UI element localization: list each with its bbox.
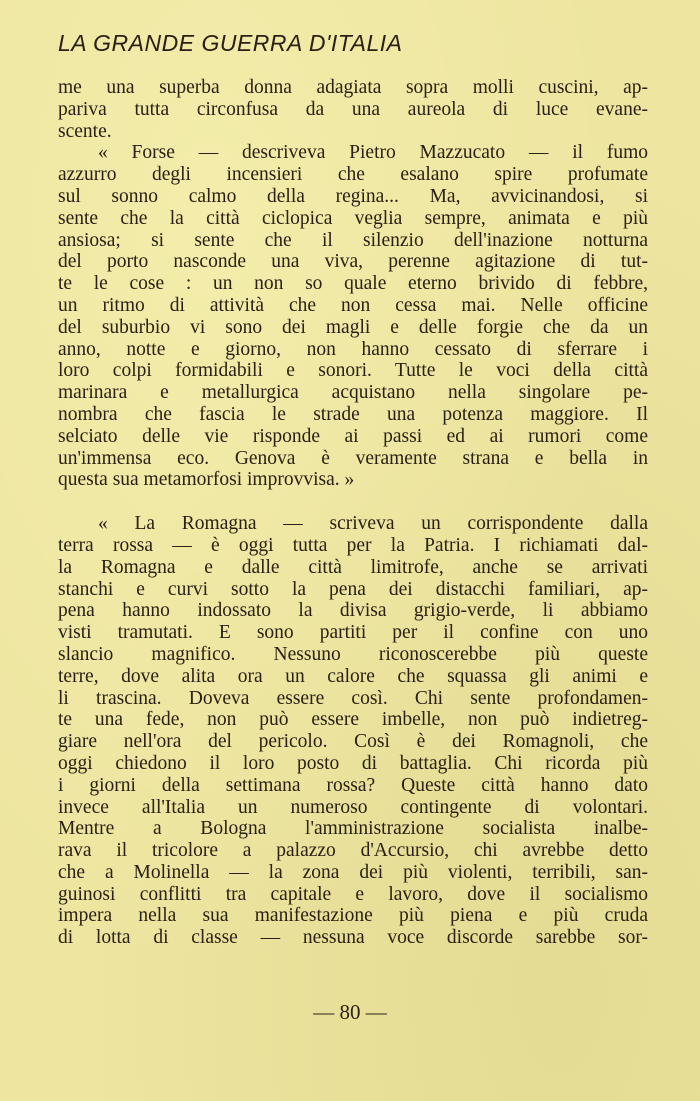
- text-line: sente che la città ciclopica veglia sempre, animata e più: [58, 207, 648, 229]
- text-line: pena hanno indossato la divisa grigio-verde, li abbiamo: [58, 600, 648, 622]
- text-line: oggi chiedono il loro posto di battaglia. Chi ricorda più: [58, 752, 648, 774]
- text-line: che a Molinella — la zona dei più violenti, terribili, san-: [58, 861, 648, 883]
- text-line: guinosi conflitti tra capitale e lavoro, dove il socialismo: [58, 883, 648, 905]
- text-line: del porto nasconde una viva, perenne agitazione di tut-: [58, 251, 648, 273]
- text-line: li trascina. Doveva essere così. Chi sente profondamen-: [58, 687, 648, 709]
- text-line: un ritmo di attività che non cessa mai. Nelle officine: [58, 294, 648, 316]
- text-line: « Forse — descriveva Pietro Mazzucato — il fumo: [98, 142, 648, 164]
- text-line: azzurro degli incensieri che esalano spire profumate: [58, 164, 648, 186]
- text-line: te le cose : un non so quale eterno brivido di febbre,: [58, 273, 648, 295]
- text-line: te una fede, non può essere imbelle, non può indietreg-: [58, 709, 648, 731]
- text-line: anno, notte e giorno, non hanno cessato di sferrare i: [58, 338, 648, 360]
- text-line: « La Romagna — scriveva un corrispondente dalla: [98, 513, 648, 535]
- text-line: i giorni della settimana rossa? Queste città hanno dato: [58, 774, 648, 796]
- paragraph-gap: [58, 491, 648, 513]
- text-line: visti tramutati. E sono partiti per il confine con uno: [58, 622, 648, 644]
- text-line: pariva tutta circonfusa da una aureola di luce evane-: [58, 98, 648, 120]
- text-line: di lotta di classe — nessuna voce discorde sarebbe sor-: [58, 927, 648, 949]
- text-line: marinara e metallurgica acquistano nella singolare pe-: [58, 382, 648, 404]
- text-line: impera nella sua manifestazione più piena e più cruda: [58, 905, 648, 927]
- text-line: la Romagna e dalle città limitrofe, anche se arrivati: [58, 556, 648, 578]
- text-line: loro colpi formidabili e sonori. Tutte le voci della città: [58, 360, 648, 382]
- text-line: rava il tricolore a palazzo d'Accursio, chi avrebbe detto: [58, 840, 648, 862]
- text-line: Mentre a Bologna l'amministrazione socialista inalbe-: [58, 818, 648, 840]
- running-head: LA GRANDE GUERRA D'ITALIA: [58, 30, 403, 56]
- text-line: slancio magnifico. Nessuno riconoscerebbe più queste: [58, 643, 648, 665]
- text-line: sul sonno calmo della regina... Ma, avvicinandosi, si: [58, 185, 648, 207]
- text-line: questa sua metamorfosi improvvisa. »: [58, 469, 355, 491]
- text-line: invece all'Italia un numeroso contingente di volontari.: [58, 796, 648, 818]
- text-line: selciato delle vie risponde ai passi ed ai rumori come: [58, 425, 648, 447]
- text-line: del suburbio vi sono dei magli e delle forgie che da un: [58, 316, 648, 338]
- text-line: terre, dove alita ora un calore che squassa gli animi e: [58, 665, 648, 687]
- body-text: [58, 77, 648, 949]
- text-line: stanchi e curvi sotto la pena dei distacchi familiari, ap-: [58, 578, 648, 600]
- text-line: nombra che fascia le strade una potenza maggiore. Il: [58, 403, 648, 425]
- text-line: ansiosa; si sente che il silenzio dell'inazione notturna: [58, 229, 648, 251]
- text-line: terra rossa — è oggi tutta per la Patria. I richiamati dal-: [58, 534, 648, 556]
- text-line: un'immensa eco. Genova è veramente strana e bella in: [58, 447, 648, 469]
- text-line: scente.: [58, 120, 112, 142]
- page-number: — 80 —: [313, 1000, 387, 1024]
- text-line: giare nell'ora del pericolo. Così è dei Romagnoli, che: [58, 731, 648, 753]
- text-line: me una superba donna adagiata sopra molli cuscini, ap-: [58, 77, 648, 98]
